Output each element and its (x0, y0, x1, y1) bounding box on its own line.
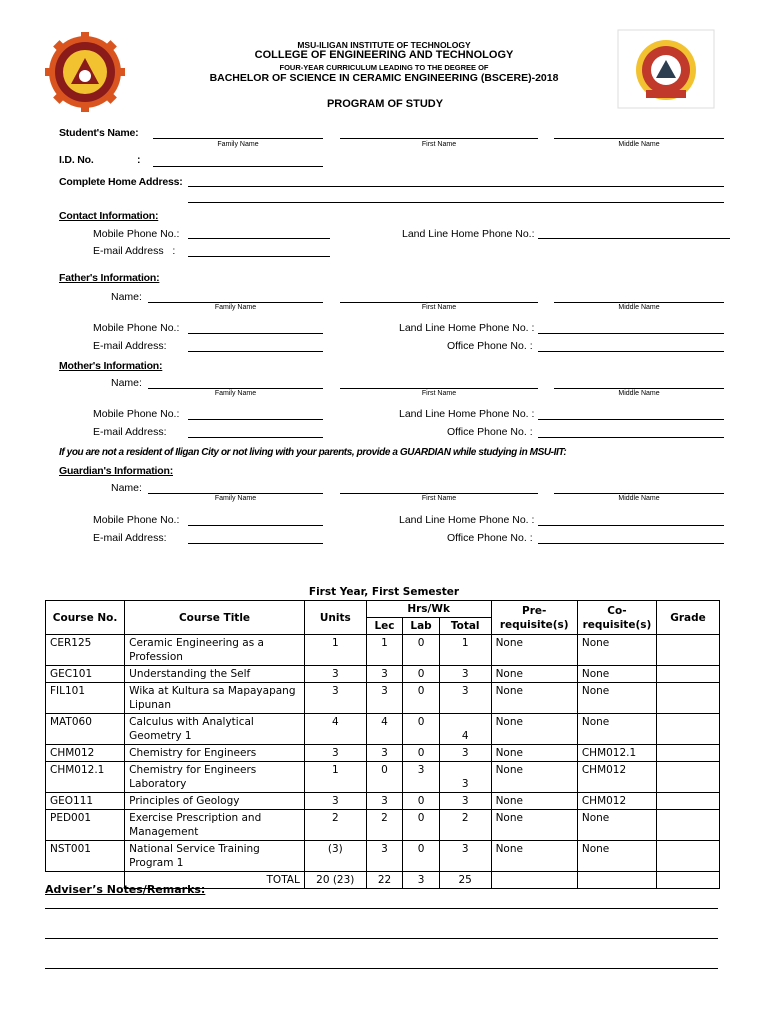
table-row (46, 793, 720, 810)
mother-email-label: E-mail Address: (93, 426, 167, 438)
table-row (46, 714, 720, 745)
guardian-email-label: E-mail Address: (93, 532, 167, 544)
course-lec: 0 (366, 762, 403, 793)
guardian-landline-field[interactable] (538, 525, 724, 526)
course-corequisite: None (577, 683, 656, 714)
college-name: COLLEGE OF ENGINEERING AND TECHNOLOGY (254, 49, 514, 61)
course-lec: 3 (366, 666, 403, 683)
total-empty-cell (491, 872, 577, 889)
course-lab: 0 (403, 745, 440, 762)
course-prerequisite: None (491, 762, 577, 793)
father-mobile-label: Mobile Phone No.: (93, 322, 180, 334)
course-lec: 3 (366, 841, 403, 872)
curriculum-table (45, 600, 720, 889)
course-corequisite: None (577, 714, 656, 745)
table-row (46, 810, 720, 841)
course-units: 4 (304, 714, 366, 745)
course-grade-cell[interactable] (657, 635, 720, 666)
mother-middle-name-field[interactable] (554, 388, 724, 389)
total-units: 20 (23) (304, 872, 366, 889)
guardian-mobile-label: Mobile Phone No.: (93, 514, 180, 526)
course-no: MAT060 (46, 714, 125, 745)
adviser-notes-line-1[interactable] (45, 908, 718, 909)
family-name-caption: Family Name (214, 390, 257, 397)
table-row (46, 635, 720, 666)
middle-name-caption: Middle Name (618, 390, 660, 397)
course-total: 3 (439, 683, 491, 714)
course-corequisite: CHM012.1 (577, 745, 656, 762)
guardian-office-label: Office Phone No. : (447, 532, 533, 544)
father-landline-field[interactable] (538, 333, 724, 334)
course-grade-cell[interactable] (657, 841, 720, 872)
course-prerequisite: None (491, 745, 577, 762)
id-field[interactable] (153, 166, 323, 167)
course-total: 4 (439, 714, 491, 745)
course-lab: 0 (403, 793, 440, 810)
adviser-notes-line-3[interactable] (45, 968, 718, 969)
course-total: 3 (439, 841, 491, 872)
father-family-name-field[interactable] (148, 302, 323, 303)
course-prerequisite: None (491, 683, 577, 714)
id-label: I.D. No. (59, 154, 94, 166)
father-first-name-field[interactable] (340, 302, 538, 303)
course-units: 3 (304, 666, 366, 683)
institute-name: MSU-ILIGAN INSTITUTE OF TECHNOLOGY (297, 40, 471, 50)
mother-email-field[interactable] (188, 437, 323, 438)
middle-name-caption: Middle Name (618, 495, 660, 502)
mother-mobile-label: Mobile Phone No.: (93, 408, 180, 420)
course-no: CHM012 (46, 745, 125, 762)
guardian-first-name-field[interactable] (340, 493, 538, 494)
contact-mobile-field[interactable] (188, 238, 330, 239)
address-field-2[interactable] (188, 202, 724, 203)
course-total: 3 (439, 793, 491, 810)
table-row (46, 841, 720, 872)
page-title: PROGRAM OF STUDY (326, 98, 444, 110)
student-first-name-field[interactable] (340, 138, 538, 139)
student-name-label: Student's Name: (59, 127, 139, 139)
father-office-field[interactable] (538, 351, 724, 352)
total-lab: 3 (403, 872, 440, 889)
course-title: Ceramic Engineering as a Profession (125, 635, 305, 666)
total-lec: 22 (366, 872, 403, 889)
guardian-middle-name-field[interactable] (554, 493, 724, 494)
degree-line: BACHELOR OF SCIENCE IN CERAMIC ENGINEERING (BSCERE)-2018 (209, 72, 559, 84)
course-units: 3 (304, 793, 366, 810)
total-label: TOTAL (125, 872, 305, 889)
father-email-label: E-mail Address: (93, 340, 167, 352)
course-corequisite: CHM012 (577, 793, 656, 810)
course-units: 3 (304, 745, 366, 762)
course-grade-cell[interactable] (657, 762, 720, 793)
address-label: Complete Home Address: (59, 176, 183, 188)
course-no: NST001 (46, 841, 125, 872)
course-title: Understanding the Self (125, 666, 305, 683)
total-total: 25 (439, 872, 491, 889)
father-landline-label: Land Line Home Phone No. : (399, 322, 535, 334)
col-header-course-title: Course Title (125, 601, 305, 635)
guardian-office-field[interactable] (538, 543, 724, 544)
table-row (46, 762, 720, 793)
course-grade-cell[interactable] (657, 666, 720, 683)
mother-landline-label: Land Line Home Phone No. : (399, 408, 535, 420)
guardian-name-label: Name: (111, 482, 142, 494)
course-units: (3) (304, 841, 366, 872)
course-total: 1 (439, 635, 491, 666)
guardian-note: If you are not a resident of Iligan City or not living with your parents, provide a GUARDIAN while studying in MSU-IIT: (59, 447, 567, 458)
course-no: PED001 (46, 810, 125, 841)
course-total: 3 (439, 666, 491, 683)
curriculum-line: FOUR-YEAR CURRICULUM LEADING TO THE DEGREE OF (279, 63, 489, 72)
guardian-landline-label: Land Line Home Phone No. : (399, 514, 535, 526)
first-name-caption: First Name (421, 304, 457, 311)
course-title: Chemistry for Engineers Laboratory (125, 762, 305, 793)
course-title: Chemistry for Engineers (125, 745, 305, 762)
first-name-caption: First Name (421, 390, 457, 397)
family-name-caption: Family Name (214, 495, 257, 502)
family-name-caption: Family Name (214, 304, 257, 311)
course-lab: 0 (403, 714, 440, 745)
course-lab: 0 (403, 683, 440, 714)
course-title: Exercise Prescription and Management (125, 810, 305, 841)
col-header-lec: Lec (366, 618, 403, 635)
course-lab: 0 (403, 666, 440, 683)
father-heading: Father's Information: (59, 272, 160, 284)
course-lab: 0 (403, 841, 440, 872)
father-email-field[interactable] (188, 351, 323, 352)
contact-landline-label: Land Line Home Phone No.: (402, 228, 535, 240)
course-lec: 3 (366, 745, 403, 762)
contact-heading: Contact Information: (59, 210, 159, 222)
course-prerequisite: None (491, 635, 577, 666)
course-lec: 1 (366, 635, 403, 666)
guardian-email-field[interactable] (188, 543, 323, 544)
course-lab: 0 (403, 810, 440, 841)
mother-mobile-field[interactable] (188, 419, 323, 420)
course-no: CHM012.1 (46, 762, 125, 793)
course-corequisite: None (577, 810, 656, 841)
mother-name-label: Name: (111, 377, 142, 389)
course-no: FIL101 (46, 683, 125, 714)
student-family-name-field[interactable] (153, 138, 323, 139)
course-total: 3 (439, 762, 491, 793)
course-grade-cell[interactable] (657, 745, 720, 762)
course-title: Principles of Geology (125, 793, 305, 810)
course-total: 3 (439, 745, 491, 762)
col-header-prerequisites: Pre-requisite(s) (491, 601, 577, 635)
course-prerequisite: None (491, 666, 577, 683)
father-mobile-field[interactable] (188, 333, 323, 334)
mother-office-field[interactable] (538, 437, 724, 438)
total-empty-cell (657, 872, 720, 889)
course-prerequisite: None (491, 793, 577, 810)
guardian-mobile-field[interactable] (188, 525, 323, 526)
father-office-label: Office Phone No. : (447, 340, 533, 352)
father-name-label: Name: (111, 291, 142, 303)
mother-heading: Mother's Information: (59, 360, 163, 372)
course-grade-cell[interactable] (657, 683, 720, 714)
col-header-grade: Grade (657, 601, 720, 635)
course-no: CER125 (46, 635, 125, 666)
course-title: Calculus with Analytical Geometry 1 (125, 714, 305, 745)
family-name-caption: Family Name (217, 141, 259, 148)
mother-landline-field[interactable] (538, 419, 724, 420)
course-units: 2 (304, 810, 366, 841)
course-no: GEO111 (46, 793, 125, 810)
course-no: GEC101 (46, 666, 125, 683)
course-prerequisite: None (491, 810, 577, 841)
mother-office-label: Office Phone No. : (447, 426, 533, 438)
guardian-family-name-field[interactable] (148, 493, 323, 494)
mother-family-name-field[interactable] (148, 388, 323, 389)
course-grade-cell[interactable] (657, 714, 720, 745)
middle-name-caption: Middle Name (618, 304, 660, 311)
course-total: 2 (439, 810, 491, 841)
col-header-lab: Lab (403, 618, 440, 635)
contact-mobile-label: Mobile Phone No.: (93, 228, 180, 240)
mother-first-name-field[interactable] (340, 388, 538, 389)
course-grade-cell[interactable] (657, 810, 720, 841)
address-field-1[interactable] (188, 186, 724, 187)
father-middle-name-field[interactable] (554, 302, 724, 303)
first-name-caption: First Name (421, 495, 457, 502)
col-header-units: Units (304, 601, 366, 635)
course-units: 1 (304, 762, 366, 793)
course-units: 3 (304, 683, 366, 714)
col-header-total: Total (439, 618, 491, 635)
course-corequisite: None (577, 841, 656, 872)
course-title: Wika at Kultura sa Mapayapang Lipunan (125, 683, 305, 714)
course-prerequisite: None (491, 714, 577, 745)
total-empty-cell (577, 872, 656, 889)
col-header-hrs-wk: Hrs/Wk (366, 601, 491, 618)
middle-name-caption: Middle Name (618, 141, 660, 148)
id-colon: : (137, 154, 141, 166)
course-units: 1 (304, 635, 366, 666)
course-lec: 2 (366, 810, 403, 841)
course-prerequisite: None (491, 841, 577, 872)
course-lec: 3 (366, 683, 403, 714)
contact-landline-field[interactable] (538, 238, 730, 239)
course-lab: 0 (403, 635, 440, 666)
semester-caption: First Year, First Semester (308, 586, 460, 598)
table-row (46, 745, 720, 762)
first-name-caption: First Name (421, 141, 457, 148)
course-corequisite: CHM012 (577, 762, 656, 793)
course-lec: 4 (366, 714, 403, 745)
course-corequisite: None (577, 666, 656, 683)
course-lab: 3 (403, 762, 440, 793)
course-title: National Service Training Program 1 (125, 841, 305, 872)
student-middle-name-field[interactable] (554, 138, 724, 139)
adviser-notes-line-2[interactable] (45, 938, 718, 939)
course-grade-cell[interactable] (657, 793, 720, 810)
adviser-heading: Adviser’s Notes/Remarks: (45, 883, 206, 896)
course-lec: 3 (366, 793, 403, 810)
contact-email-label: E-mail Address : (93, 245, 176, 257)
course-corequisite: None (577, 635, 656, 666)
col-header-corequisites: Co-requisite(s) (577, 601, 656, 635)
table-row (46, 683, 720, 714)
contact-email-field[interactable] (188, 256, 330, 257)
table-row (46, 666, 720, 683)
col-header-course-no: Course No. (46, 601, 125, 635)
guardian-heading: Guardian's Information: (59, 465, 173, 477)
